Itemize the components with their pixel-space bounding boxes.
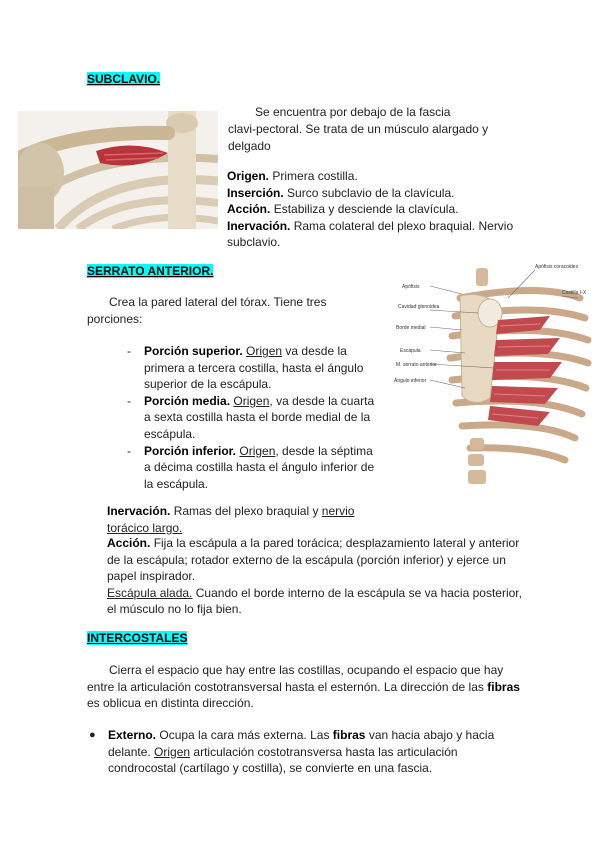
subclavio-illustration xyxy=(18,111,218,229)
list-item: - Porción media. Origen, va desde la cuarta a sexta costilla hasta el borde medial de la escápula. xyxy=(127,393,375,441)
serrato-heading: SERRATO ANTERIOR. xyxy=(87,264,214,278)
figure-label: Escápula xyxy=(400,348,421,354)
escapula-alada-link: Escápula alada. xyxy=(107,585,193,600)
bullet-icon: ● xyxy=(89,729,96,741)
subclavio-intro: Se encuentra por debajo de la fascia clavi-pectoral. Se trata de un músculo alargado y delgado xyxy=(228,105,489,153)
figure-label: Ángulo inferior xyxy=(394,378,427,384)
figure-label: Apófisis coracoides xyxy=(535,264,579,270)
serrato-intro: Crea la pared lateral del tórax. Tiene tres porciones: xyxy=(87,295,327,326)
serrato-accion: Acción. Fija la escápula a la pared torácica; desplazamiento lateral y anterior de la escápula; rotador externo de la escápula (porción inferior) y ejerce un papel inspirador. Escápula alada. Cuando el borde interno de la escápula se va hacia posterior, el músculo no lo fija bien. xyxy=(107,536,522,616)
intercostales-intro: Cierra el espacio que hay entre las costillas, ocupando el espacio que hay entre la articulación costotransversal hasta el esternón. La dirección de las fibras es oblicua en distinta dirección. xyxy=(87,663,520,710)
serrato-portions-list xyxy=(127,343,387,492)
figure-label: Costilla I-X xyxy=(562,290,587,296)
serrato-inervacion: Inervación. Ramas del plexo braquial y nervio torácico largo. xyxy=(107,504,355,535)
serrato-illustration xyxy=(390,258,600,496)
figure-label: M. serrato anterior xyxy=(396,362,437,368)
intercostales-heading: INTERCOSTALES xyxy=(87,631,188,645)
figure-label: Borde medial xyxy=(396,325,426,331)
subclavio-heading: SUBCLAVIO. xyxy=(87,72,161,86)
subclavio-details: Origen. Primera costilla. Inserción. Surco subclavio de la clavícula. Acción. Estabiliza y desciende la clavícula. Inervación. Rama colateral del plexo braquial. Nervio subclavio. xyxy=(227,169,514,249)
figure-label: Cavidad glenoidea xyxy=(398,304,440,310)
figure-label: Apófisis xyxy=(402,284,420,290)
list-item: - Porción inferior. Origen, desde la séptima a décima costilla hasta el ángulo inferior de la escápula. xyxy=(127,443,375,491)
list-item: - Porción superior. Origen va desde la primera a tercera costilla, hasta el ángulo superior de la escápula. xyxy=(127,344,364,392)
intercostales-externo: ● Externo. Ocupa la cara más externa. Las fibras van hacia abajo y hacia delante. Origen articulación costotransversa hasta las articulación condrocostal (cartílago y costilla), se convierte en una fascia. xyxy=(89,728,495,775)
